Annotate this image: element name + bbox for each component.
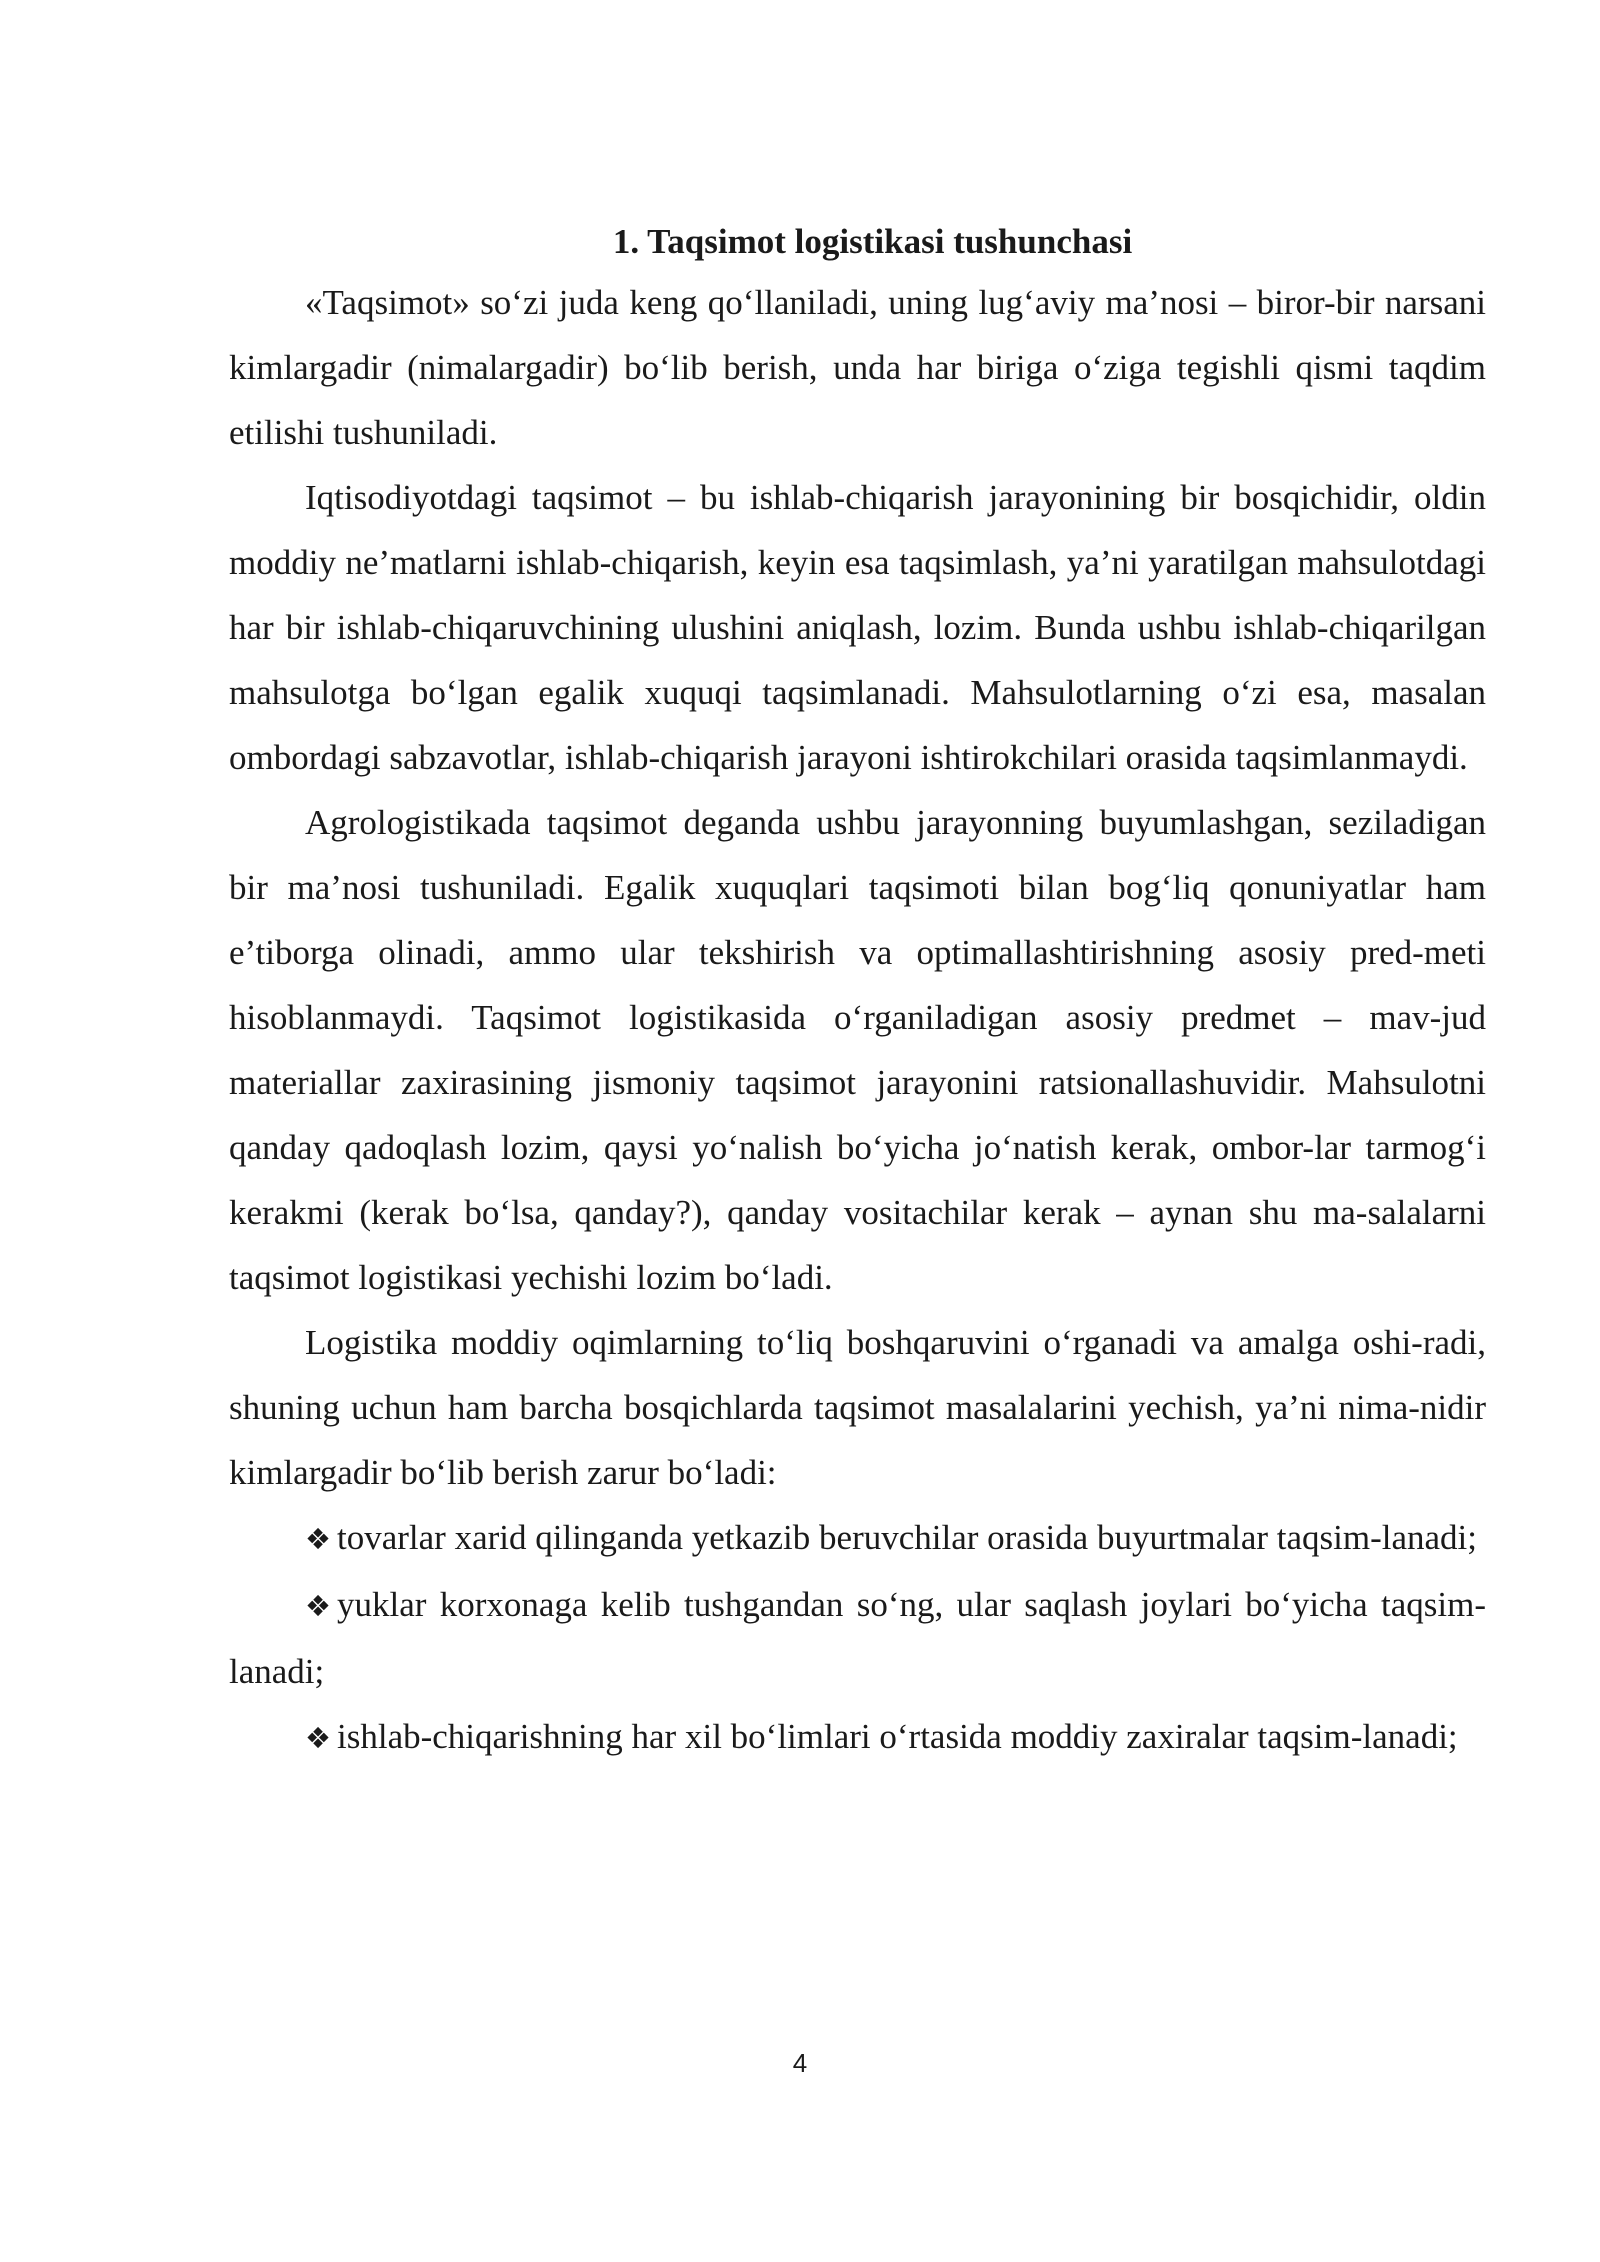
- bullet-item-2: [229, 1572, 1486, 1704]
- bullet-item-1: [229, 1505, 1486, 1572]
- paragraph-1: «Taqsimot» so‘zi juda keng qo‘llaniladi, uning lug‘aviy ma’nosi – biror-bir narsani kimlargadir (nimalargadir) bo‘lib berish, unda har biriga o‘ziga tegishli qismi taqdim etilishi tushuniladi.: [229, 283, 1486, 452]
- page-content: [229, 213, 1486, 1771]
- paragraph-4: Logistika moddiy oqimlarning to‘liq boshqaruvini o‘rganadi va amalga oshi-radi, shuning uchun ham barcha bosqichlarda taqsimot masalalarini yechish, ya’ni nima-nidir kimlargadir bo‘lib berish zarur bo‘ladi:: [229, 1323, 1486, 1492]
- paragraph-2: Iqtisodiyotdagi taqsimot – bu ishlab-chiqarish jarayonining bir bosqichidir, oldin moddiy ne’matlarni ishlab-chiqarish, keyin esa taqsimlash, ya’ni yaratilgan mahsulotdagi har bir ishlab-chiqaruvchining ulushini aniqlash, lozim. Bunda ushbu ishlab-chiqarilgan mahsulotga bo‘lgan egalik xuquqi taqsimlanadi. Mahsulotlarning o‘zi esa, masalan ombordagi sabzavotlar, ishlab-chiqarish jarayoni ishtirokchilari orasida taqsimlanmaydi.: [229, 478, 1486, 777]
- paragraph-3: Agrologistikada taqsimot deganda ushbu jarayonning buyumlashgan, seziladigan bir ma’nosi tushuniladi. Egalik xuquqlari taqsimoti bilan bog‘liq qonuniyatlar ham e’tiborga olinadi, ammo ular tekshirish va optimallashtirishning asosiy pred-meti hisoblanmaydi. Taqsimot logistikasida o‘rganiladigan asosiy predmet – mav-jud materiallar zaxirasining jismoniy taqsimot jarayonini ratsionallashuvidir. Mahsulotni qanday qadoqlash lozim, qaysi yo‘nalish bo‘yicha jo‘natish kerak, ombor-lar tarmog‘i kerakmi (kerak bo‘lsa, qanday?), qanday vositachilar kerak – aynan shu ma-salalarni taqsimot logistikasi yechishi lozim bo‘ladi.: [229, 803, 1486, 1297]
- bullet-item-3: [229, 1704, 1486, 1771]
- bullet-text: yuklar korxonaga kelib tushgandan so‘ng, ular saqlash joylari bo‘yicha taqsim-lanadi;: [229, 1585, 1486, 1691]
- diamond-bullet-icon: ❖: [305, 1589, 331, 1623]
- page-number: 4: [792, 2048, 808, 2078]
- section-title: 1. Taqsimot logistikasi tushunchasi: [612, 222, 1133, 261]
- bullet-text: ishlab-chiqarishning har xil bo‘limlari o‘rtasida moddiy zaxiralar taqsim-lanadi;: [337, 1717, 1458, 1756]
- diamond-bullet-icon: ❖: [305, 1522, 331, 1556]
- diamond-bullet-icon: ❖: [305, 1721, 331, 1755]
- bullet-text: tovarlar xarid qilinganda yetkazib beruvchilar orasida buyurtmalar taqsim-lanadi;: [337, 1518, 1477, 1557]
